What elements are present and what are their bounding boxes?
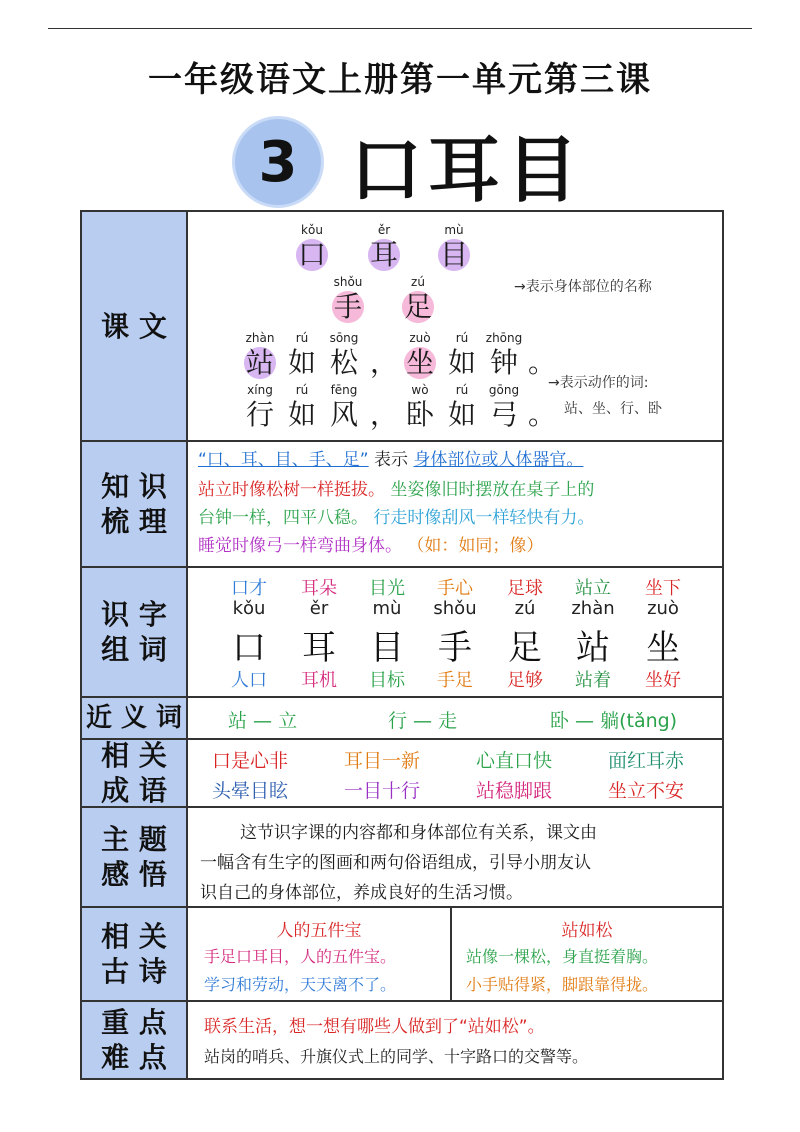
zhuti-content [188, 808, 722, 906]
pinyin: fēng [330, 383, 358, 397]
hanzi: 如 [447, 398, 476, 431]
row-jinyici [82, 698, 722, 740]
kewen-char [324, 382, 364, 432]
pinyin: xíng [247, 383, 273, 397]
idiom: 头晕目眩 [212, 780, 289, 802]
synonym-pair-3: 卧 — 躺(tǎng) [550, 710, 678, 732]
lesson-number-badge: 3 [232, 116, 324, 208]
gushi-content [188, 908, 722, 1000]
pinyin: rú [455, 383, 469, 397]
hanzi: 站 [240, 346, 280, 380]
hanzi: 耳 [364, 238, 404, 272]
kewen-char [484, 330, 524, 380]
idiom: 面红耳赤 [608, 750, 685, 772]
kewen-char [240, 382, 280, 432]
zhongdian-line-1: 联系生活，想一想有哪些人做到了“站如松”。 [204, 1017, 545, 1037]
poem-right-line-1: 站像一棵松，身直挺着胸。 [466, 947, 659, 966]
kewen-char [442, 330, 482, 380]
zhishi-biaoshi: 表示 [374, 450, 409, 470]
char-pinyin: kǒu [232, 598, 266, 619]
idiom: 一目十行 [344, 780, 421, 802]
zhishi-ru: （如：如同；像） [407, 536, 544, 556]
hanzi: 。 [527, 398, 556, 431]
kewen-char [240, 330, 280, 380]
kewen-char [324, 330, 364, 380]
kewen-char [434, 222, 474, 272]
big-char: 口 [232, 628, 266, 668]
row-zhuti [82, 808, 722, 908]
word-top: 口才 [231, 578, 267, 599]
idiom: 耳目一新 [344, 750, 421, 772]
kewen-char [398, 274, 438, 324]
row-zhongdian [82, 1002, 722, 1078]
hanzi: 弓 [489, 398, 518, 431]
idiom: 心直口快 [476, 750, 553, 772]
word-bottom: 坐好 [645, 670, 681, 691]
pinyin: zhàn [245, 331, 275, 345]
big-char: 足 [508, 628, 542, 668]
lesson-title: 口耳目 [350, 128, 585, 212]
poem-left-line-2: 学习和劳动，天天离不了。 [204, 975, 397, 994]
big-char: 站 [576, 628, 610, 668]
zhishi-quote: “口、耳、目、手、足” [198, 450, 369, 470]
char-pinyin: mù [372, 598, 402, 619]
label-zhongdian: 重 点 难 点 [82, 1002, 188, 1078]
kewen-char [400, 382, 440, 432]
hanzi: 手 [328, 290, 368, 324]
row-shizi [82, 568, 722, 698]
zhishi-line-4 [198, 534, 543, 558]
pinyin [364, 382, 404, 398]
pinyin [522, 330, 562, 346]
hanzi: 钟 [489, 346, 518, 379]
word-top: 足球 [507, 578, 543, 599]
poem-left-line-1: 手足口耳目，人的五件宝。 [204, 947, 397, 966]
row-kewen [82, 212, 722, 442]
pinyin: kǒu [301, 223, 323, 237]
row-zhishi [82, 442, 722, 568]
hanzi: ， [369, 398, 398, 431]
kewen-char [484, 382, 524, 432]
label-zhishi: 知 识 梳 理 [82, 442, 188, 566]
zhishi-sit-b: 台钟一样，四平八稳。 [198, 508, 368, 528]
kewen-char [364, 382, 404, 432]
kewen-char [292, 222, 332, 272]
idiom: 坐立不安 [608, 780, 685, 802]
zhongdian-line-2: 站岗的哨兵、升旗仪式上的同学、十字路口的交警等。 [204, 1047, 589, 1066]
row-chengyu [82, 740, 722, 808]
kewen-char [328, 274, 368, 324]
kewen-char [282, 382, 322, 432]
pinyin: gōng [488, 383, 520, 397]
hanzi: 如 [287, 346, 316, 379]
word-top: 手心 [437, 578, 473, 599]
pinyin: shǒu [333, 275, 363, 289]
label-kewen: 课 文 [82, 212, 188, 440]
word-bottom: 足够 [507, 670, 543, 691]
kewen-char [442, 382, 482, 432]
zhishi-line-3 [198, 506, 594, 530]
note-body-parts: →表示身体部位的名称 [514, 279, 652, 295]
zhishi-stand: 站立时像松树一样挺拔。 [198, 480, 385, 500]
char-pinyin: zú [514, 598, 536, 619]
pinyin: wò [411, 383, 429, 397]
kewen-char [400, 330, 440, 380]
label-shizi: 识 字 组 词 [82, 568, 188, 696]
kewen-char [364, 222, 404, 272]
label-chengyu: 相 关 成 语 [82, 740, 188, 806]
hanzi: 行 [245, 398, 274, 431]
word-top: 耳朵 [301, 578, 337, 599]
idiom: 口是心非 [212, 750, 289, 772]
char-pinyin: zuò [647, 598, 679, 619]
label-gushi: 相 关 古 诗 [82, 908, 188, 1000]
hanzi: 风 [329, 398, 358, 431]
label-zhuti: 主 题 感 悟 [82, 808, 188, 906]
word-bottom: 人口 [231, 670, 267, 691]
lesson-table [80, 210, 724, 1080]
char-pinyin: zhàn [571, 598, 615, 619]
hanzi: 如 [287, 398, 316, 431]
char-pinyin: shǒu [433, 598, 477, 619]
poem-right-line-2: 小手贴得紧，脚跟靠得拢。 [466, 975, 659, 994]
note-action-words: 站、坐、行、卧 [564, 401, 662, 417]
pinyin: rú [455, 331, 469, 345]
zhuti-line-1: 这节识字课的内容都和身体部位有关系，课文由 [240, 823, 597, 843]
zhishi-sit-a: 坐姿像旧时摆放在桌子上的 [390, 480, 595, 500]
zhishi-organs: 身体部位或人体器官。 [413, 450, 584, 470]
hanzi: 口 [292, 238, 332, 272]
synonym-pair-1: 站 — 立 [228, 710, 298, 732]
hanzi: ， [369, 346, 398, 379]
idiom: 站稳脚跟 [476, 780, 553, 802]
top-divider [48, 28, 752, 29]
pinyin: zuò [409, 331, 431, 345]
poem-left-title: 人的五件宝 [276, 921, 362, 941]
shizi-content [188, 568, 722, 696]
synonym-pair-2: 行 — 走 [388, 710, 458, 732]
pinyin: zú [411, 275, 425, 289]
word-top: 坐下 [645, 578, 681, 599]
zhishi-content [188, 442, 722, 566]
pinyin: mù [444, 223, 464, 237]
poem-right-title: 站如松 [561, 921, 613, 941]
word-bottom: 站着 [575, 670, 611, 691]
zhishi-line-2 [198, 478, 594, 502]
hanzi: 。 [527, 346, 556, 379]
zhongdian-content [188, 1002, 722, 1078]
pinyin: ěr [377, 223, 391, 237]
label-jinyici: 近 义 词 [82, 698, 188, 738]
big-char: 坐 [646, 628, 680, 668]
hanzi: 如 [447, 346, 476, 379]
big-char: 目 [370, 628, 404, 668]
zhishi-walk: 行走时像刮风一样轻快有力。 [373, 508, 595, 528]
word-bottom: 目标 [369, 670, 405, 691]
pinyin [364, 330, 404, 346]
kewen-char [364, 330, 404, 380]
pinyin: rú [295, 383, 309, 397]
big-char: 耳 [302, 628, 336, 668]
word-top: 目光 [369, 578, 405, 599]
page-title: 一年级语文上册第一单元第三课 [148, 60, 652, 100]
hanzi: 目 [434, 238, 474, 272]
kewen-char [282, 330, 322, 380]
char-pinyin: ěr [309, 598, 329, 619]
jinyici-content [188, 698, 722, 738]
word-bottom: 手足 [437, 670, 473, 691]
chengyu-content [188, 740, 722, 806]
zhishi-line-1 [198, 448, 583, 472]
zhuti-line-2: 一幅含有生字的图画和两句俗语组成，引导小朋友认 [200, 853, 591, 873]
note-action: →表示动作的词: [548, 375, 649, 391]
pinyin: rú [295, 331, 309, 345]
word-bottom: 耳机 [301, 670, 337, 691]
hanzi: 卧 [405, 398, 434, 431]
zhuti-line-3: 识自己的身体部位，养成良好的生活习惯。 [200, 883, 523, 903]
kewen-content [188, 212, 722, 440]
row-gushi [82, 908, 722, 1002]
zhishi-sleep: 睡觉时像弓一样弯曲身体。 [198, 536, 402, 556]
hanzi: 坐 [400, 346, 440, 380]
pinyin: sōng [329, 331, 359, 345]
big-char: 手 [438, 628, 472, 668]
hanzi: 松 [329, 346, 358, 379]
word-top: 站立 [575, 578, 611, 599]
pinyin: zhōng [485, 331, 523, 345]
hanzi: 足 [398, 290, 438, 324]
